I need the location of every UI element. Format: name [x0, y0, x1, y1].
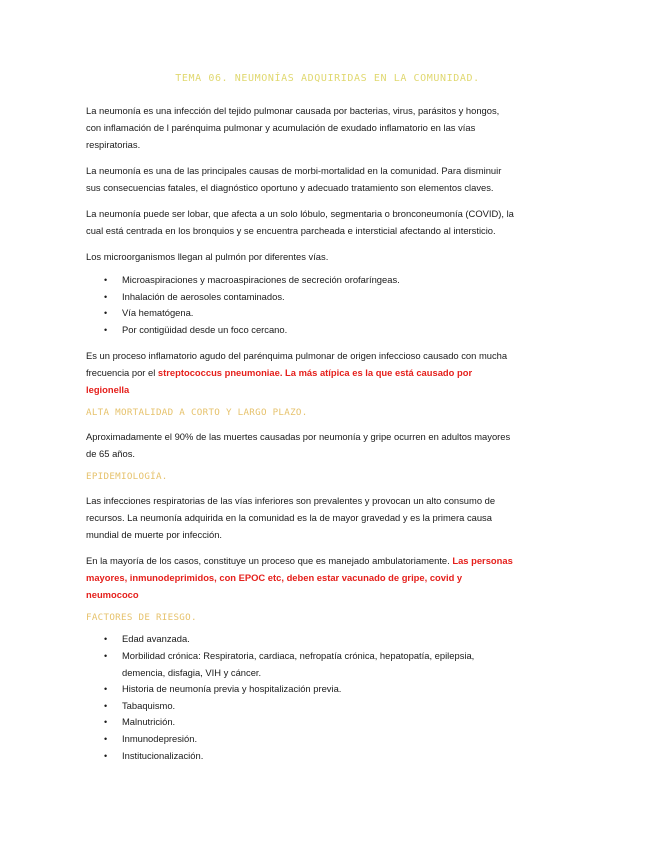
bullet-icon: • — [104, 684, 108, 695]
list-item: • Morbilidad crónica: Respiratoria, cardiaca, nefropatía crónica, hepatopatía, epilepsia, demencia, disfagia, VIH y cáncer. — [104, 649, 475, 678]
bullet-icon: • — [104, 275, 108, 285]
list-item: • Por contigüidad desde un foco cercano. — [86, 322, 516, 339]
paragraph-mortality: Aproximadamente el 90% de las muertes causadas por neumonía y gripe ocurren en adultos mayores de 65 años. — [86, 431, 511, 460]
list-item: • Inhalación de aerosoles contaminados. — [86, 289, 516, 306]
section-heading-mortality: ALTA MORTALIDAD A CORTO Y LARGO PLAZO. — [86, 407, 308, 419]
paragraph-types: La neumonía puede ser lobar, que afecta a un solo lóbulo, segmentaria o bronconeumonía (COVID), la cual está centrada en los bronquios y se encuentra parcheada e intersticial afectando al intersticio. — [86, 208, 514, 236]
section-heading-risk-factors: FACTORES DE RIESGO. — [86, 612, 197, 624]
risk-factors-list — [86, 631, 516, 764]
bullet-icon: • — [104, 700, 108, 711]
paragraph-routes: Los microorganismos llegan al pulmón por diferentes vías. — [86, 251, 329, 262]
highlight-text: streptococcus pneumoniae. La más atípica es la que está causado por legionella — [86, 367, 473, 396]
bullet-icon: • — [104, 308, 108, 319]
list-item: • Microaspiraciones y macroaspiraciones de secreción orofaríngeas. — [86, 272, 516, 289]
bullet-icon: • — [104, 750, 108, 761]
list-item: • Edad avanzada. — [86, 631, 516, 648]
document-body — [86, 102, 516, 773]
bullet-icon: • — [104, 650, 108, 661]
bullet-icon: • — [104, 291, 108, 302]
list-item: • Institucionalización. — [86, 748, 516, 765]
bullet-icon: • — [104, 324, 108, 335]
paragraph-process: Es un proceso inflamatorio agudo del parénquima pulmonar de origen infeccioso causado con mucha frecuencia por el streptococcus pneumoniae. La más atípica es la que está causado por legionella — [86, 350, 508, 396]
paragraph-management: En la mayoría de los casos, constituye un proceso que es manejado ambulatoriamente. Las personas mayores, inmunodeprimidos, con EPOC etc, deben estar vacunado de gripe, covid y neumococo — [86, 555, 513, 601]
paragraph-epidemiology: Las infecciones respiratorias de las vías inferiores son prevalentes y provocan un alto consumo de recursos. La neumonía adquirida en la comunidad es la de mayor gravedad y es la primera causa mundial de muerte por infección. — [86, 495, 496, 541]
paragraph-definition: La neumonía es una infección del tejido pulmonar causada por bacterias, virus, parásitos y hongos, con inflamación de l parénquima pulmonar y acumulación de exudado inflamatorio en las vías respiratorias. — [86, 105, 500, 150]
document-title: TEMA 06. NEUMONÍAS ADQUIRIDAS EN LA COMUNIDAD. — [175, 73, 480, 84]
paragraph-morbimortality: La neumonía es una de las principales causas de morbi-mortalidad en la comunidad. Para disminuir sus consecuencias fatales, el diagnóstico oportuno y adecuado tratamiento son elementos claves. — [86, 165, 502, 193]
bullet-icon: • — [104, 733, 108, 744]
list-item: • Inmunodepresión. — [86, 731, 516, 748]
list-item: • Malnutrición. — [86, 714, 516, 731]
list-item: • Vía hematógena. — [86, 305, 516, 322]
routes-list — [86, 272, 516, 338]
bullet-icon: • — [104, 634, 108, 645]
section-heading-epidemiology: EPIDEMIOLOGÍA. — [86, 471, 168, 483]
list-item: • Tabaquismo. — [86, 698, 516, 715]
bullet-icon: • — [104, 717, 108, 728]
list-item: • Historia de neumonía previa y hospitalización previa. — [86, 681, 516, 698]
highlight-text: Las personas mayores, inmunodeprimidos, con EPOC etc, deben estar vacunado de gripe, covid y neumococo — [86, 555, 513, 601]
